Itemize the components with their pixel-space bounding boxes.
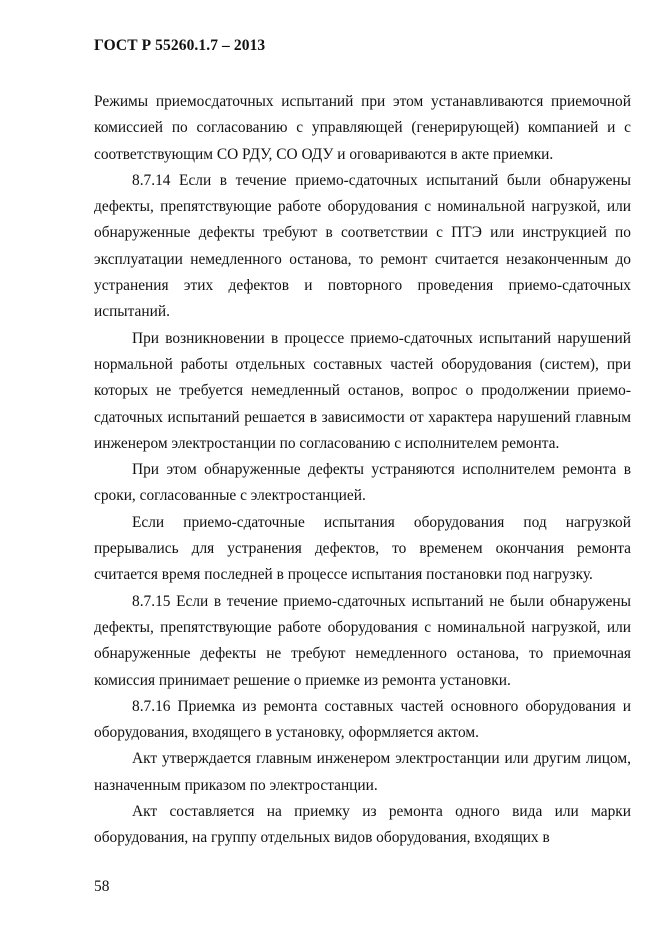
- paragraph: При этом обнаруженные дефекты устраняются исполнителем ремонта в сроки, согласованные с электростанцией.: [94, 461, 631, 505]
- paragraph-8-7-14: 8.7.14 Если в течение приемо-сдаточных испытаний были обнаружены дефекты, препятствующие работе оборудования с номинальной нагрузкой, или обнаруженные дефекты требуют в соответствии с ПТЭ или инструкцией по эксплуатации немедленного останова, то ремонт считается незаконченным до устранения этих дефектов и повторного проведения приемо-сдаточных испытаний.: [94, 171, 631, 321]
- page-number: 58: [94, 878, 110, 895]
- document-header-standard-number: ГОСТ Р 55260.1.7 – 2013: [94, 37, 266, 54]
- document-body: [94, 89, 631, 852]
- paragraph: Акт составляется на приемку из ремонта одного вида или марки оборудования, на группу отдельных видов оборудования, входящих в: [94, 803, 631, 847]
- paragraph-8-7-15: 8.7.15 Если в течение приемо-сдаточных испытаний не были обнаружены дефекты, препятствующие работе оборудования с номинальной нагрузкой, или обнаруженные дефекты не требуют немедленного останова, то приемочная комиссия принимает решение о приемке из ремонта установки.: [94, 592, 631, 689]
- paragraph: Акт утверждается главным инженером электростанции или другим лицом, назначенным приказом по электростанции.: [94, 750, 631, 794]
- paragraph: При возникновении в процессе приемо-сдаточных испытаний нарушений нормальной работы отдельных составных частей оборудования (систем), при которых не требуется немедленный останов, вопрос о продолжении приемо-сдаточных испытаний решается в зависимости от характера нарушений главным инженером электростанции по согласованию с исполнителем ремонта.: [94, 329, 631, 452]
- paragraph: Если приемо-сдаточные испытания оборудования под нагрузкой прерывались для устранения дефектов, то временем окончания ремонта считается время последней в процессе испытания постановки под нагрузку.: [94, 513, 631, 584]
- paragraph: Режимы приемосдаточных испытаний при этом устанавливаются приемочной комиссией по согласованию с управляющей (генерирующей) компанией и с соответствующим СО РДУ, СО ОДУ и оговариваются в акте приемки.: [94, 93, 631, 163]
- paragraph-8-7-16: 8.7.16 Приемка из ремонта составных частей основного оборудования и оборудования, входящего в установку, оформляется актом.: [94, 697, 631, 742]
